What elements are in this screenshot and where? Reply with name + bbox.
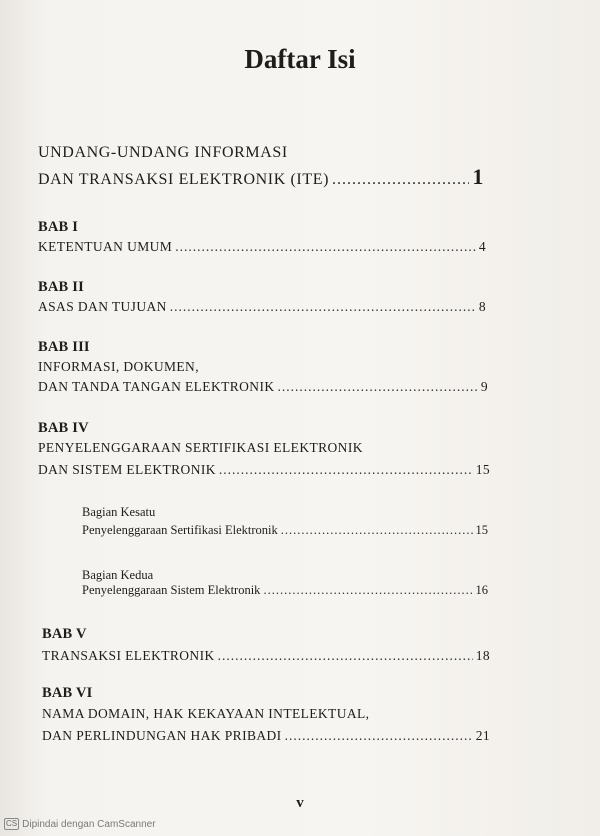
bab3-page-number: 9 xyxy=(480,379,488,394)
bab2-entry xyxy=(38,299,486,315)
bab3-title-line1: INFORMASI, DOKUMEN, xyxy=(38,359,199,374)
law-page-number: 1 xyxy=(472,164,484,189)
bab4-page-number: 15 xyxy=(475,462,490,477)
bab1-page-number: 4 xyxy=(478,239,486,254)
bab1-title: KETENTUAN UMUM xyxy=(38,239,173,254)
bab2-label: BAB II xyxy=(38,279,84,295)
bab4-title-line1: PENYELENGGARAAN SERTIFIKASI ELEKTRONIK xyxy=(38,440,363,455)
law-title-line1: UNDANG-UNDANG INFORMASI xyxy=(38,144,288,161)
scanner-text: Dipindai dengan CamScanner xyxy=(22,818,156,830)
bab4-part2-entry xyxy=(82,583,488,598)
leader-dots xyxy=(170,299,476,315)
law-title-line2: DAN TRANSAKSI ELEKTRONIK (ITE) xyxy=(38,171,330,188)
bab4-title-line2: DAN SISTEM ELEKTRONIK xyxy=(38,462,216,477)
page-title: Daftar Isi xyxy=(244,44,356,74)
bab3-label: BAB III xyxy=(38,339,90,355)
bab4-part2-page-number: 16 xyxy=(475,583,488,597)
bab3-entry xyxy=(38,379,488,395)
bab5-entry xyxy=(42,648,490,664)
law-title-entry xyxy=(38,164,484,190)
bab4-label: BAB IV xyxy=(38,420,89,436)
bab4-part1-entry xyxy=(82,523,488,538)
bab5-label: BAB V xyxy=(42,626,87,642)
leader-dots xyxy=(263,583,472,598)
leader-dots xyxy=(175,239,476,255)
leader-dots xyxy=(219,462,473,478)
bab4-part1-title: Penyelenggaraan Sertifikasi Elektronik xyxy=(82,523,278,537)
scanner-watermark xyxy=(4,818,156,830)
bab6-label: BAB VI xyxy=(42,685,93,701)
bab6-page-number: 21 xyxy=(475,728,490,743)
leader-dots xyxy=(285,728,473,744)
leader-dots xyxy=(332,171,469,189)
leader-dots xyxy=(281,523,473,538)
bab2-title: ASAS DAN TUJUAN xyxy=(38,299,167,314)
bab6-title-line2: DAN PERLINDUNGAN HAK PRIBADI xyxy=(42,728,282,743)
leader-dots xyxy=(218,648,473,664)
bab1-entry xyxy=(38,239,486,255)
bab3-title-line2: DAN TANDA TANGAN ELEKTRONIK xyxy=(38,379,275,394)
bab2-page-number: 8 xyxy=(478,299,486,314)
bab1-label: BAB I xyxy=(38,219,79,235)
page-number: v xyxy=(296,795,304,811)
bab4-entry xyxy=(38,462,490,478)
bab4-part2-title: Penyelenggaraan Sistem Elektronik xyxy=(82,583,261,597)
bab4-part2-label: Bagian Kedua xyxy=(82,568,154,582)
bab5-title: TRANSAKSI ELEKTRONIK xyxy=(42,648,215,663)
bab4-part1-page-number: 15 xyxy=(475,523,488,537)
leader-dots xyxy=(278,379,478,395)
bab6-entry xyxy=(42,728,490,744)
bab6-title-line1: NAMA DOMAIN, HAK KEKAYAAN INTELEKTUAL, xyxy=(42,706,370,721)
bab4-part1-label: Bagian Kesatu xyxy=(82,505,156,519)
camscanner-icon: CS xyxy=(6,819,18,828)
bab5-page-number: 18 xyxy=(475,648,490,663)
